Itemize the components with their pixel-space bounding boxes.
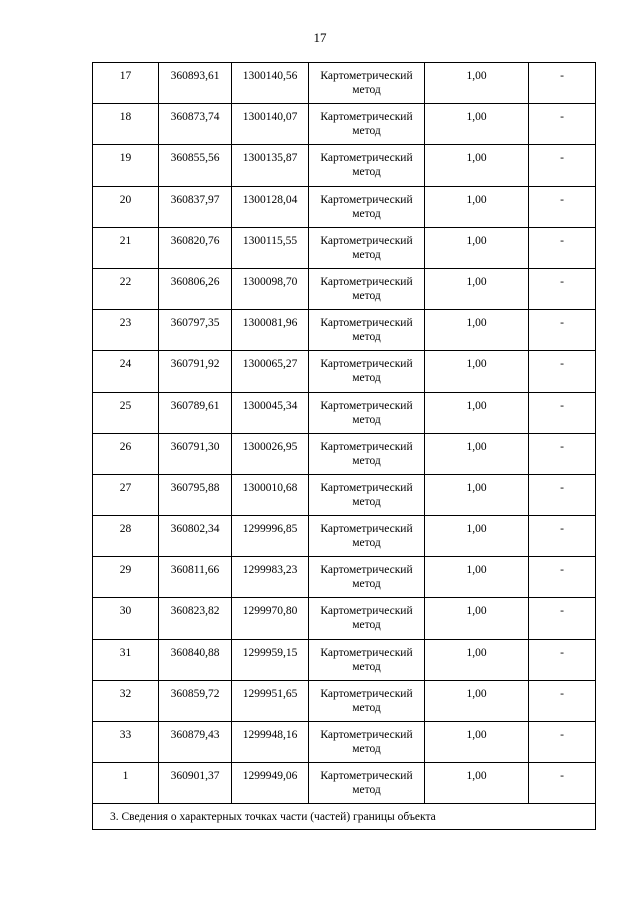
- y-coordinate-cell: 1299983,23: [232, 557, 309, 598]
- point-number-cell: 17: [93, 63, 159, 104]
- x-coordinate-cell: 360893,61: [159, 63, 232, 104]
- table-row: [93, 516, 596, 557]
- point-number-cell: 27: [93, 474, 159, 515]
- method-cell: Картометрический метод: [309, 516, 425, 557]
- table-row: [93, 680, 596, 721]
- description-cell: -: [529, 63, 596, 104]
- x-coordinate-cell: 360901,37: [159, 763, 232, 804]
- table-row: [93, 474, 596, 515]
- y-coordinate-cell: 1300098,70: [232, 268, 309, 309]
- table-row: [93, 310, 596, 351]
- method-cell: Картометрический метод: [309, 433, 425, 474]
- description-cell: -: [529, 433, 596, 474]
- point-number-cell: 32: [93, 680, 159, 721]
- table-row: [93, 722, 596, 763]
- point-number-cell: 31: [93, 639, 159, 680]
- description-cell: -: [529, 763, 596, 804]
- x-coordinate-cell: 360879,43: [159, 722, 232, 763]
- y-coordinate-cell: 1300081,96: [232, 310, 309, 351]
- y-coordinate-cell: 1300065,27: [232, 351, 309, 392]
- method-cell: Картометрический метод: [309, 63, 425, 104]
- y-coordinate-cell: 1300128,04: [232, 186, 309, 227]
- y-coordinate-cell: 1299996,85: [232, 516, 309, 557]
- precision-cell: 1,00: [425, 104, 529, 145]
- table-row: [93, 227, 596, 268]
- method-cell: Картометрический метод: [309, 598, 425, 639]
- y-coordinate-cell: 1300115,55: [232, 227, 309, 268]
- y-coordinate-cell: 1300010,68: [232, 474, 309, 515]
- description-cell: -: [529, 104, 596, 145]
- point-number-cell: 20: [93, 186, 159, 227]
- method-cell: Картометрический метод: [309, 351, 425, 392]
- method-cell: Картометрический метод: [309, 763, 425, 804]
- method-cell: Картометрический метод: [309, 680, 425, 721]
- precision-cell: 1,00: [425, 145, 529, 186]
- method-cell: Картометрический метод: [309, 722, 425, 763]
- table-row: [93, 392, 596, 433]
- x-coordinate-cell: 360795,88: [159, 474, 232, 515]
- point-number-cell: 1: [93, 763, 159, 804]
- precision-cell: 1,00: [425, 310, 529, 351]
- table-row: [93, 268, 596, 309]
- precision-cell: 1,00: [425, 392, 529, 433]
- table-row: [93, 598, 596, 639]
- point-number-cell: 33: [93, 722, 159, 763]
- section-heading: 3. Сведения о характерных точках части (частей) границы объекта: [93, 804, 596, 830]
- precision-cell: 1,00: [425, 186, 529, 227]
- description-cell: -: [529, 474, 596, 515]
- y-coordinate-cell: 1299949,06: [232, 763, 309, 804]
- table-row: [93, 639, 596, 680]
- method-cell: Картометрический метод: [309, 268, 425, 309]
- description-cell: -: [529, 639, 596, 680]
- x-coordinate-cell: 360797,35: [159, 310, 232, 351]
- y-coordinate-cell: 1299959,15: [232, 639, 309, 680]
- description-cell: -: [529, 227, 596, 268]
- method-cell: Картометрический метод: [309, 186, 425, 227]
- description-cell: -: [529, 145, 596, 186]
- table-row: [93, 104, 596, 145]
- precision-cell: 1,00: [425, 268, 529, 309]
- precision-cell: 1,00: [425, 722, 529, 763]
- x-coordinate-cell: 360873,74: [159, 104, 232, 145]
- y-coordinate-cell: 1300026,95: [232, 433, 309, 474]
- precision-cell: 1,00: [425, 763, 529, 804]
- method-cell: Картометрический метод: [309, 639, 425, 680]
- description-cell: -: [529, 516, 596, 557]
- x-coordinate-cell: 360840,88: [159, 639, 232, 680]
- table-row: [93, 145, 596, 186]
- precision-cell: 1,00: [425, 474, 529, 515]
- point-number-cell: 24: [93, 351, 159, 392]
- precision-cell: 1,00: [425, 598, 529, 639]
- y-coordinate-cell: 1299951,65: [232, 680, 309, 721]
- precision-cell: 1,00: [425, 433, 529, 474]
- method-cell: Картометрический метод: [309, 145, 425, 186]
- y-coordinate-cell: 1300135,87: [232, 145, 309, 186]
- coordinates-table: [92, 62, 596, 830]
- table-row: [93, 186, 596, 227]
- description-cell: -: [529, 680, 596, 721]
- y-coordinate-cell: 1299970,80: [232, 598, 309, 639]
- point-number-cell: 30: [93, 598, 159, 639]
- description-cell: -: [529, 268, 596, 309]
- x-coordinate-cell: 360806,26: [159, 268, 232, 309]
- point-number-cell: 22: [93, 268, 159, 309]
- table-row: [93, 557, 596, 598]
- method-cell: Картометрический метод: [309, 474, 425, 515]
- precision-cell: 1,00: [425, 639, 529, 680]
- point-number-cell: 25: [93, 392, 159, 433]
- description-cell: -: [529, 392, 596, 433]
- precision-cell: 1,00: [425, 63, 529, 104]
- point-number-cell: 19: [93, 145, 159, 186]
- table-row: [93, 763, 596, 804]
- method-cell: Картометрический метод: [309, 557, 425, 598]
- x-coordinate-cell: 360802,34: [159, 516, 232, 557]
- method-cell: Картометрический метод: [309, 310, 425, 351]
- point-number-cell: 21: [93, 227, 159, 268]
- point-number-cell: 29: [93, 557, 159, 598]
- description-cell: -: [529, 186, 596, 227]
- coordinates-table-body: [93, 63, 596, 804]
- description-cell: -: [529, 722, 596, 763]
- description-cell: -: [529, 310, 596, 351]
- precision-cell: 1,00: [425, 516, 529, 557]
- point-number-cell: 18: [93, 104, 159, 145]
- point-number-cell: 26: [93, 433, 159, 474]
- y-coordinate-cell: 1300045,34: [232, 392, 309, 433]
- table-row: [93, 351, 596, 392]
- y-coordinate-cell: 1300140,07: [232, 104, 309, 145]
- y-coordinate-cell: 1299948,16: [232, 722, 309, 763]
- table-row: [93, 433, 596, 474]
- method-cell: Картометрический метод: [309, 104, 425, 145]
- table-row: [93, 63, 596, 104]
- precision-cell: 1,00: [425, 351, 529, 392]
- y-coordinate-cell: 1300140,56: [232, 63, 309, 104]
- x-coordinate-cell: 360837,97: [159, 186, 232, 227]
- section-heading-row: [93, 804, 596, 830]
- x-coordinate-cell: 360855,56: [159, 145, 232, 186]
- x-coordinate-cell: 360791,30: [159, 433, 232, 474]
- x-coordinate-cell: 360823,82: [159, 598, 232, 639]
- page-number: 17: [313, 30, 327, 45]
- precision-cell: 1,00: [425, 680, 529, 721]
- point-number-cell: 28: [93, 516, 159, 557]
- x-coordinate-cell: 360811,66: [159, 557, 232, 598]
- x-coordinate-cell: 360820,76: [159, 227, 232, 268]
- description-cell: -: [529, 557, 596, 598]
- description-cell: -: [529, 598, 596, 639]
- description-cell: -: [529, 351, 596, 392]
- point-number-cell: 23: [93, 310, 159, 351]
- x-coordinate-cell: 360789,61: [159, 392, 232, 433]
- method-cell: Картометрический метод: [309, 227, 425, 268]
- x-coordinate-cell: 360791,92: [159, 351, 232, 392]
- method-cell: Картометрический метод: [309, 392, 425, 433]
- precision-cell: 1,00: [425, 227, 529, 268]
- x-coordinate-cell: 360859,72: [159, 680, 232, 721]
- precision-cell: 1,00: [425, 557, 529, 598]
